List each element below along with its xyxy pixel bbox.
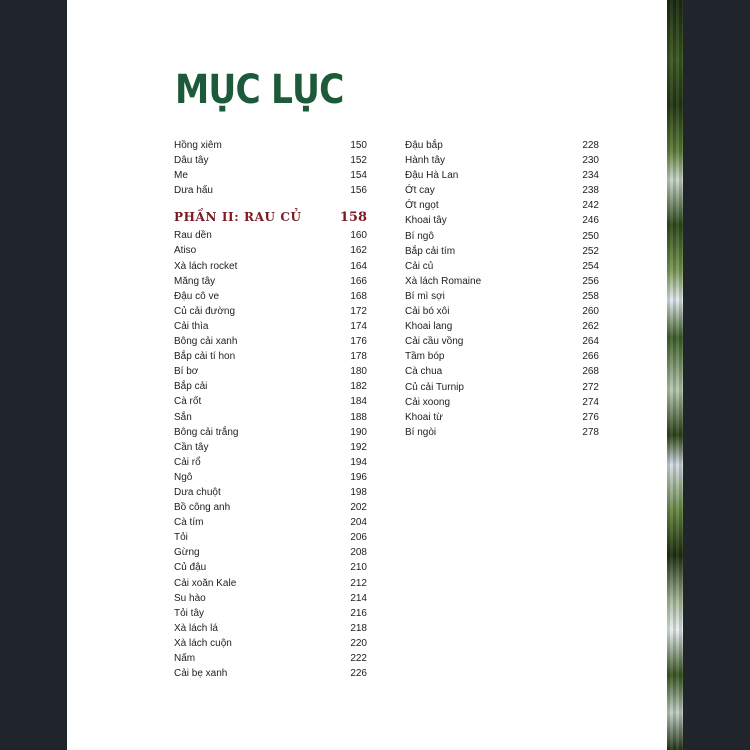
toc-entry [174,530,367,545]
toc-entry-page: 150 [350,140,367,151]
toc-entry-name: Cải xoong [405,396,451,408]
toc-entry-name: Ngô [174,471,193,483]
toc-entry [405,334,599,349]
toc-entry-page: 174 [350,320,367,332]
toc-entry-page: 194 [350,456,367,468]
toc-entry [174,394,367,409]
toc-entry-name: Cà rốt [174,396,202,408]
toc-entry-name: Tỏi [174,532,188,544]
toc-entry [174,651,367,666]
toc-entry [405,410,599,425]
toc-entry [174,349,367,364]
toc-entry-name: Su hào [174,592,206,604]
toc-entry-name: Cần tây [174,441,209,453]
toc-entry-page: 242 [582,200,599,212]
toc-entry-name: Cải xoăn Kale [174,577,237,589]
toc-entry [174,560,367,575]
toc-entry-name: Bí mì sợi [405,290,445,302]
toc-entry-name: Xà lách cuộn [174,637,232,649]
toc-entry-page: 198 [350,486,367,498]
toc-entry-page: 254 [582,260,599,272]
toc-entry-name: Ớt ngọt [405,200,439,212]
toc-entry-page: 250 [582,230,599,242]
toc-entry-page: 180 [350,366,367,378]
toc-entry-page: 182 [350,381,367,393]
toc-entry-page: 212 [350,577,367,589]
toc-entry-name: Củ cải Turnip [405,381,464,393]
toc-entry-name: Tỏi tây [174,607,205,619]
toc-entry-page: 258 [582,290,599,302]
toc-entry [174,455,367,470]
toc-column-left [174,138,367,681]
toc-entry-name: Cà tím [174,517,204,529]
toc-entry-name: Bí ngô [405,230,434,242]
toc-entry-name: Bắp cải tím [405,245,456,257]
toc-entry-name: Me [174,170,188,182]
toc-entry [174,304,367,319]
toc-entry [174,183,367,198]
toc-entry-name: Bí ngòi [405,426,437,438]
toc-entry-name: Cải thìa [174,320,209,332]
toc-entry-page: 166 [350,275,367,287]
toc-entry-name: Tầm bóp [405,351,445,363]
toc-list-left-bottom [174,228,367,681]
toc-entry-page: 178 [350,351,367,363]
toc-entry-name: Củ cải đường [174,305,236,317]
toc-entry [405,304,599,319]
toc-entry-name: Dâu tây [174,155,209,167]
toc-entry-page: 220 [350,637,367,649]
toc-entry [174,470,367,485]
toc-entry [174,228,367,243]
toc-entry [174,576,367,591]
toc-entry-name: Cải bó xôi [405,306,450,318]
toc-entry [174,410,367,425]
toc-entry [174,153,367,168]
toc-entry-page: 234 [582,170,599,182]
toc-entry [174,364,367,379]
toc-entry [405,274,599,289]
toc-entry-page: 176 [350,336,367,348]
toc-entry-name: Đậu cô ve [174,290,220,302]
toc-entry-name: Bông cải trắng [174,426,239,438]
toc-entry [405,395,599,410]
toc-entry [174,440,367,455]
toc-entry-page: 172 [350,305,367,317]
toc-entry-name: Khoai từ [405,411,443,423]
toc-entry [405,198,599,213]
toc-entry [174,243,367,258]
page-title: MỤC LỤC [175,67,344,113]
toc-entry [405,380,599,395]
toc-entry-page: 256 [582,275,599,287]
toc-entry-page: 168 [350,290,367,302]
toc-entry-name: Bồ công anh [174,502,231,514]
toc-entry-page: 246 [582,215,599,227]
toc-entry [174,515,367,530]
toc-entry-page: 222 [350,653,367,664]
toc-entry-name: Bông cải xanh [174,336,238,348]
toc-entry-name: Đậu Hà Lan [405,170,459,182]
toc-entry [405,229,599,244]
toc-entry-page: 252 [582,245,599,257]
toc-entry-page: 262 [582,321,599,333]
toc-entry [174,379,367,394]
toc-entry-page: 228 [582,140,599,151]
toc-entry [405,213,599,228]
toc-list-right [405,138,599,440]
toc-entry-name: Cải củ [405,260,434,272]
toc-entry [174,606,367,621]
toc-entry-page: 276 [582,411,599,423]
toc-entry-name: Atiso [174,245,197,257]
toc-entry-name: Cải rổ [174,456,201,468]
toc-entry-name: Măng tây [174,275,216,287]
toc-entry-name: Dưa chuột [174,486,221,498]
toc-entry [405,319,599,334]
toc-entry-page: 218 [350,622,367,634]
toc-entry-page: 154 [350,170,367,182]
toc-entry [405,289,599,304]
toc-entry-page: 202 [350,502,367,514]
part-heading [174,206,367,228]
toc-entry-page: 190 [350,426,367,438]
toc-entry-name: Xà lách rocket [174,260,238,272]
toc-entry-page: 230 [582,155,599,167]
toc-entry-page: 162 [350,245,367,257]
toc-entry [174,425,367,440]
part-heading-page: 158 [339,210,367,226]
toc-entry [174,636,367,651]
toc-entry-name: Xà lách Romaine [405,275,482,287]
toc-entry [174,591,367,606]
toc-entry [174,621,367,636]
toc-entry-page: 206 [350,532,367,544]
toc-entry [405,349,599,364]
toc-entry-name: Nấm [174,653,196,664]
toc-entry [174,334,367,349]
toc-entry-page: 216 [350,607,367,619]
toc-entry-page: 226 [350,668,367,680]
toc-entry-page: 268 [582,366,599,378]
toc-entry [405,138,599,153]
toc-entry-page: 278 [582,426,599,438]
toc-entry-name: Củ đậu [174,562,207,574]
toc-entry-name: Bắp cải tí hon [174,351,236,363]
toc-entry [174,500,367,515]
toc-entry-name: Hồng xiêm [174,140,222,151]
toc-entry [174,274,367,289]
toc-entry [174,545,367,560]
toc-entry [405,425,599,440]
toc-entry [174,168,367,183]
toc-entry-page: 196 [350,471,367,483]
toc-entry-page: 260 [582,306,599,318]
toc-entry [405,153,599,168]
toc-entry-name: Cải cầu vồng [405,336,464,348]
toc-entry-page: 160 [350,230,367,242]
toc-entry-name: Bí bơ [174,366,199,378]
toc-entry-page: 184 [350,396,367,408]
toc-entry-name: Khoai lang [405,321,453,333]
toc-column-right [405,138,599,440]
toc-entry-page: 272 [582,381,599,393]
toc-entry [174,485,367,500]
toc-entry [405,244,599,259]
toc-entry-page: 264 [582,336,599,348]
toc-entry [174,319,367,334]
toc-entry [174,666,367,681]
toc-entry-page: 156 [350,185,367,197]
toc-entry [405,259,599,274]
facing-page-photo-edge [667,0,683,750]
toc-entry-page: 152 [350,155,367,167]
toc-entry-name: Khoai tây [405,215,447,227]
toc-list-left-top [174,138,367,198]
toc-entry-page: 274 [582,396,599,408]
toc-entry [405,364,599,379]
toc-entry-name: Bắp cải [174,381,208,393]
toc-entry-page: 238 [582,185,599,197]
part-heading-label: PHẦN II: RAU CỦ [174,210,302,225]
toc-entry-name: Cà chua [405,366,443,378]
toc-entry-page: 188 [350,411,367,423]
toc-entry-page: 214 [350,592,367,604]
toc-entry-page: 210 [350,562,367,574]
toc-entry-page: 208 [350,547,367,559]
toc-entry-name: Rau dền [174,230,212,242]
toc-entry-name: Ớt cay [405,185,435,197]
toc-entry-name: Sắn [174,411,192,423]
toc-entry-page: 164 [350,260,367,272]
toc-entry [174,259,367,274]
toc-entry-name: Đậu bắp [405,140,443,151]
toc-entry [405,168,599,183]
toc-entry-name: Xà lách lá [174,622,218,634]
toc-entry-page: 204 [350,517,367,529]
toc-entry-page: 192 [350,441,367,453]
toc-entry-page: 266 [582,351,599,363]
toc-entry-name: Dưa hấu [174,185,213,197]
toc-entry-name: Hành tây [405,155,446,167]
toc-entry-name: Cải bẹ xanh [174,668,228,680]
toc-entry-name: Gừng [174,547,200,559]
toc-entry [174,138,367,153]
toc-entry [405,183,599,198]
toc-entry [174,289,367,304]
